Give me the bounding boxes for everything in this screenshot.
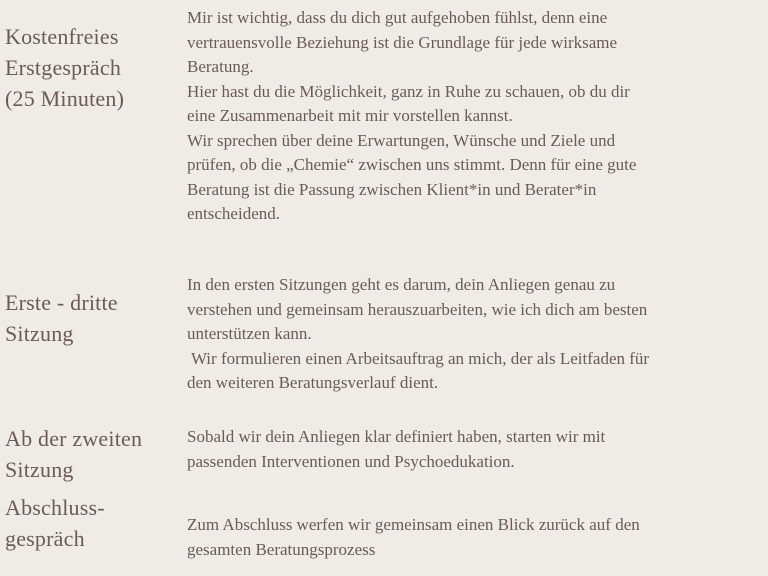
- step-title-line: (25 Minuten): [5, 86, 125, 111]
- step-description-line: prüfen, ob die „Chemie“ zwischen uns stimmt. Denn für eine gute: [187, 155, 637, 174]
- step-description-line: den weiteren Beratungsverlauf dient.: [187, 373, 439, 392]
- step-description-line: unterstützen kann.: [187, 324, 312, 343]
- step-description-line: Wir sprechen über deine Erwartungen, Wünsche und Ziele und: [187, 130, 616, 150]
- step-description-line: Zum Abschluss werfen wir gemeinsam einen Blick zurück auf den: [187, 515, 640, 534]
- step-title: [5, 492, 180, 554]
- step-description-line: Sobald wir dein Anliegen klar definiert haben, starten wir mit: [187, 427, 606, 446]
- step-title-line: Kostenfreies: [5, 24, 119, 49]
- step-description: [187, 513, 768, 562]
- step-description-line: verstehen und gemeinsam herauszuarbeiten, wie ich dich am besten: [187, 299, 648, 319]
- step-title-line: Sitzung: [5, 457, 74, 482]
- step-title: [5, 21, 180, 114]
- step-description-line: Beratung ist die Passung zwischen Klient*in und Berater*in: [187, 179, 597, 199]
- step-description-line: In den ersten Sitzungen geht es darum, dein Anliegen genau zu: [187, 275, 616, 294]
- step-description: [187, 425, 768, 474]
- step-description-line: vertrauensvolle Beziehung ist die Grundlage für jede wirksame: [187, 32, 618, 52]
- step-title-line: Erste - dritte: [5, 290, 118, 315]
- step-description-line: gesamten Beratungsprozess: [187, 539, 376, 559]
- step-title: [5, 423, 180, 485]
- step-title-line: Erstgespräch: [5, 55, 122, 80]
- step-description: [187, 6, 768, 227]
- step-title-line: Sitzung: [5, 321, 74, 346]
- step-title: [5, 287, 180, 349]
- step-description-line: Hier hast du die Möglichkeit, ganz in Ruhe zu schauen, ob du dir: [187, 81, 630, 101]
- step-description-line: Beratung.: [187, 57, 254, 76]
- step-title-line: gespräch: [5, 526, 85, 551]
- step-description-line: Mir ist wichtig, dass du dich gut aufgehoben fühlst, denn eine: [187, 8, 608, 27]
- step-description-line: entscheidend.: [187, 204, 280, 223]
- step-title-line: Ab der zweiten: [5, 426, 143, 451]
- step-description-line: Wir formulieren einen Arbeitsauftrag an mich, der als Leitfaden für: [187, 348, 650, 368]
- step-title-line: Abschluss-: [5, 495, 105, 520]
- step-description-line: passenden Interventionen und Psychoedukation.: [187, 451, 515, 471]
- step-description-line: eine Zusammenarbeit mit mir vorstellen kannst.: [187, 106, 513, 125]
- step-description: [187, 273, 768, 396]
